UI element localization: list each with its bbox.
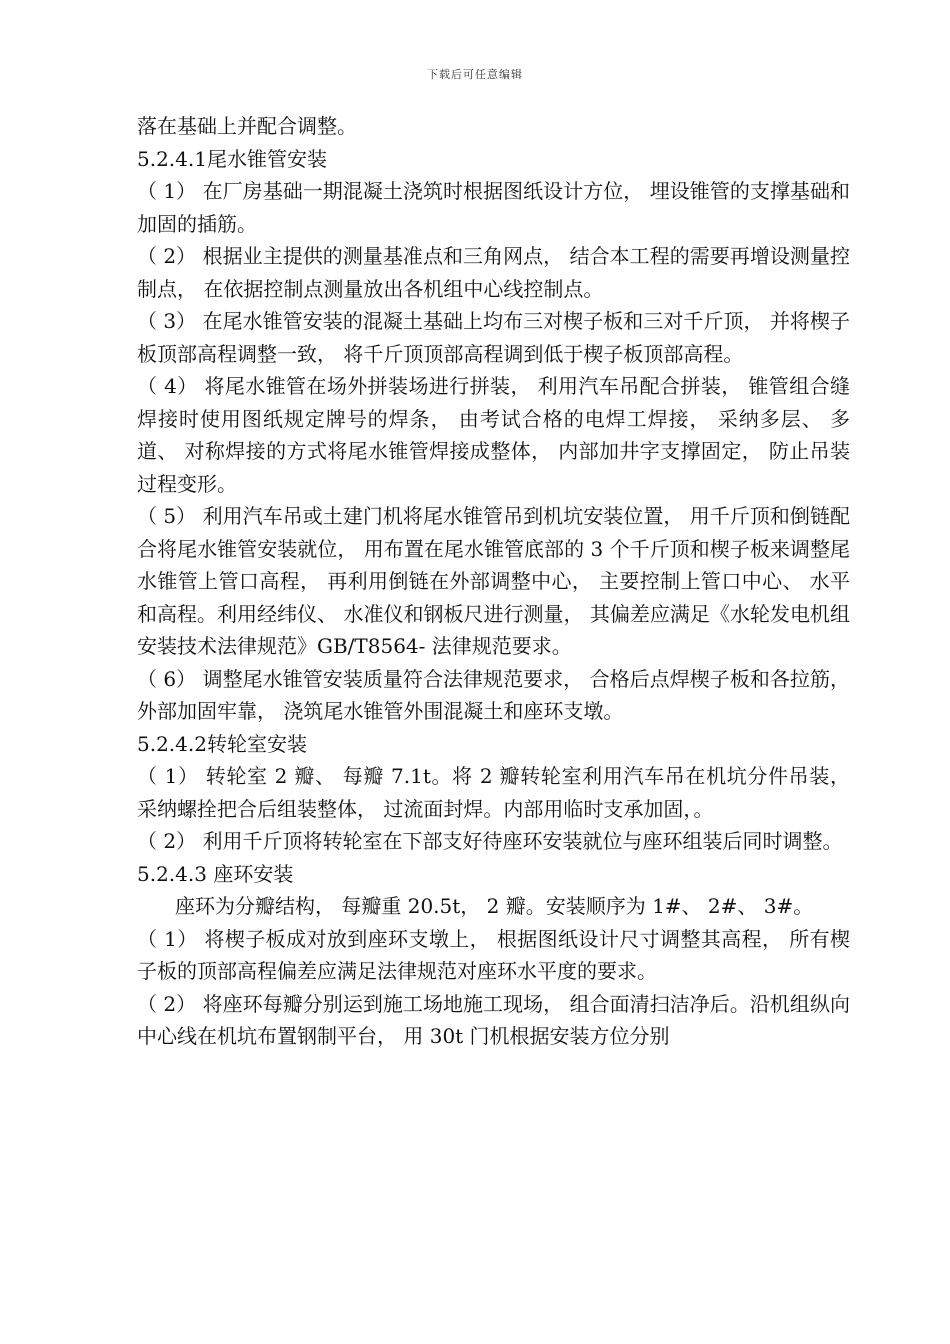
paragraph-item: （ 6） 调整尾水锥管安装质量符合法律规范要求， 合格后点焊楔子板和各拉筋， 外部加固牢靠， 浇筑尾水锥管外围混凝土和座环支墩。 (137, 666, 850, 723)
paragraph-item: （ 1） 转轮室 2 瓣、 每瓣 7.1t。将 2 瓣转轮室利用汽车吊在机坑分件吊装， 采纳螺拴把合后组装整体， 过流面封焊。内部用临时支承加固，。 (137, 764, 850, 821)
paragraph-item: （ 1） 在厂房基础一期混凝土浇筑时根据图纸设计方位， 埋设锥管的支撑基础和加固的插筋。 (137, 179, 850, 236)
paragraph-item: （ 5） 利用汽车吊或土建门机将尾水锥管吊到机坑安装位置， 用千斤顶和倒链配合将尾水锥管安装就位， 用布置在尾水锥管底部的 3 个千斤顶和楔子板来调整尾水锥管上管口高程， 再利用倒链在外部调整中心， 主要控制上管口中心、 水平和高程。利用经纬仪、 水准仪和钢板尺进行测量， 其偏差应满足《水轮发电机组安装技术法律规范》GB/T8564- 法律规范要求。 (137, 504, 850, 658)
section-heading-5-2-4-3: 5.2.4.3 座环安装 (137, 861, 294, 886)
section-heading-5-2-4-2: 5.2.4.2转轮室安装 (137, 731, 307, 756)
page-header: 下载后可任意编辑 (427, 68, 523, 81)
paragraph-intro: 座环为分瓣结构， 每瓣重 20.5t， 2 瓣。安装顺序为 1#、 2#、 3#。 (175, 894, 814, 918)
paragraph-item: （ 1） 将楔子板成对放到座环支墩上， 根据图纸设计尺寸调整其高程， 所有楔子板的顶部高程偏差应满足法律规范对座环水平度的要求。 (137, 926, 850, 983)
paragraph-item: （ 3） 在尾水锥管安装的混凝土基础上均布三对楔子板和三对千斤顶， 并将楔子板顶部高程调整一致， 将千斤顶顶部高程调到低于楔子板顶部高程。 (137, 309, 850, 366)
document-body (137, 110, 850, 1053)
paragraph-item: （ 2） 利用千斤顶将转轮室在下部支好待座环安装就位与座环组装后同时调整。 (137, 829, 843, 853)
section-heading-5-2-4-1: 5.2.4.1尾水锥管安装 (137, 146, 327, 171)
paragraph-item: （ 2） 将座环每瓣分别运到施工场地施工现场， 组合面清扫洁净后。沿机组纵向中心线在机坑布置钢制平台， 用 30t 门机根据安装方位分别 (137, 991, 850, 1048)
paragraph-item: （ 2） 根据业主提供的测量基准点和三角网点， 结合本工程的需要再增设测量控制点， 在依据控制点测量放出各机组中心线控制点。 (137, 244, 850, 301)
paragraph-item: （ 4） 将尾水锥管在场外拼装场进行拼装， 利用汽车吊配合拼装， 锥管组合缝焊接时使用图纸规定牌号的焊条， 由考试合格的电焊工焊接， 采纳多层、 多道、 对称焊接的方式将尾水锥管焊接成整体， 内部加井字支撑固定， 防止吊装过程变形。 (137, 374, 850, 496)
paragraph-continuation: 落在基础上并配合调整。 (137, 114, 357, 138)
